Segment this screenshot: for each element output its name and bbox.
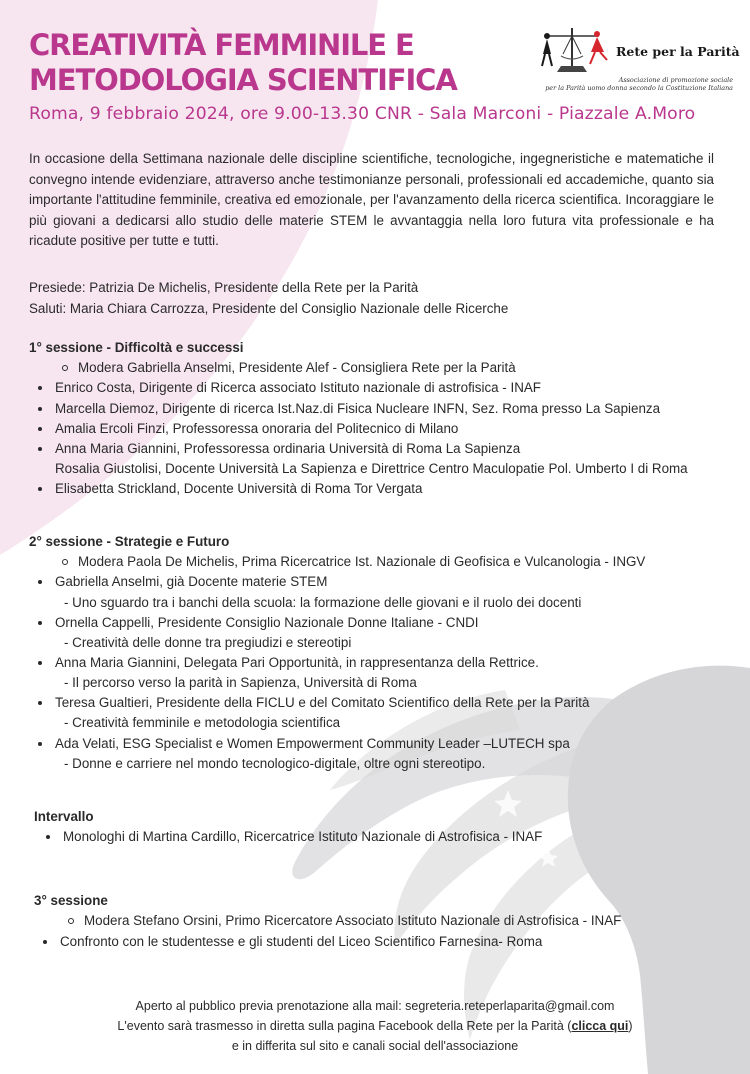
session-1-speaker: Amalia Ercoli Finzi, Professoressa onoraria del Politecnico di Milano xyxy=(55,419,458,439)
scales-of-justice-icon xyxy=(533,22,611,80)
session-2-speaker: Teresa Gualtieri, Presidente della FICLU e del Comitato Scientifico della Rete per la Parità xyxy=(55,693,589,713)
footer-booking-line: Aperto al pubblico previa prenotazione alla mail: segreteria.reteperlaparita@gmail.com xyxy=(135,999,615,1013)
session-1-speaker: Anna Maria Giannini, Professoressa ordinaria Università di Roma La Sapienza xyxy=(55,439,520,459)
footer-notes xyxy=(0,996,750,1056)
rete-per-la-parita-logo xyxy=(533,22,738,102)
session-3-moderator: Modera Stefano Orsini, Primo Ricercatore Associato Istituto Nazionale di Astrofisica - INAF xyxy=(84,911,621,931)
session-1-title: 1° sessione - Difficoltà e successi xyxy=(29,340,244,355)
session-2-speaker: Ornella Cappelli, Presidente Consiglio Nazionale Donne Italiane - CNDI xyxy=(55,613,479,633)
intro-paragraph: In occasione della Settimana nazionale delle discipline scientifiche, tecnologiche, ingegneristiche e matematiche il convegno intende evidenziare, attraverso anche testimonianze personali, professionali ed accademiche, quanto sia importante l'attitudine femminile, creativa ed emozionale, per l'avanzamento della ricerca scientifica. Incoraggiare le più giovani a dedicarsi allo studio delle materie STEM le avvantaggia nella loro futura vita professionale e ha ricadute positive per tutte e tutti. xyxy=(29,151,714,248)
session-2-speaker: Anna Maria Giannini, Delegata Pari Opportunità, in rappresentanza della Rettrice. xyxy=(55,653,539,673)
logo-tagline-line-1: Associazione di promozione sociale xyxy=(618,76,733,84)
title-line-2: METODOLOGIA SCIENTIFICA xyxy=(29,63,457,97)
intervallo-title: Intervallo xyxy=(34,809,94,824)
intervallo-item: Monologhi di Martina Cardillo, Ricercatrice Istituto Nazionale di Astrofisica - INAF xyxy=(63,827,542,847)
session-2-talk-title: - Uno sguardo tra i banchi della scuola: la formazione delle giovani e il ruolo dei docenti xyxy=(64,595,582,610)
session-2-moderator: Modera Paola De Michelis, Prima Ricercatrice Ist. Nazionale di Geofisica e Vulcanologia - INGV xyxy=(78,552,645,572)
session-2-talk-title: - Creatività delle donne tra pregiudizi e stereotipi xyxy=(64,635,352,650)
facebook-live-link[interactable]: clicca qui xyxy=(571,1019,629,1033)
session-1-speaker: Enrico Costa, Dirigente di Ricerca associato Istituto nazionale di astrofisica - INAF xyxy=(55,378,541,398)
session-1-speaker: Elisabetta Strickland, Docente Università di Roma Tor Vergata xyxy=(55,479,422,499)
footer-streaming-text: L'evento sarà trasmesso in diretta sulla pagina Facebook della Rete per la Parità ( xyxy=(117,1019,572,1033)
footer-streaming-close: ) xyxy=(628,1019,633,1033)
title-line-1: CREATIVITÀ FEMMINILE E xyxy=(29,28,414,62)
logo-name: Rete per la Parità xyxy=(616,44,740,59)
logo-tagline-line-2: per la Parità uomo donna secondo la Costituzione Italiana xyxy=(545,84,733,92)
session-1-speaker: Rosalia Giustolisi, Docente Università La Sapienza e Direttrice Centro Maculopatie Pol. Umberto I di Roma xyxy=(55,459,750,479)
saluti-line: Saluti: Maria Chiara Carrozza, Presidente del Consiglio Nazionale delle Ricerche xyxy=(29,300,509,316)
session-2-title: 2° sessione - Strategie e Futuro xyxy=(29,534,230,549)
session-1-moderator: Modera Gabriella Anselmi, Presidente Alef - Consigliera Rete per la Parità xyxy=(78,358,516,378)
session-1-speaker: Marcella Diemoz, Dirigente di ricerca Ist.Naz.di Fisica Nucleare INFN, Sez. Roma presso La Sapienza xyxy=(55,399,660,419)
logo-tagline xyxy=(537,76,733,92)
session-2-talk-title: - Creatività femminile e metodologia scientifica xyxy=(64,715,341,730)
session-2-speaker: Gabriella Anselmi, già Docente materie STEM xyxy=(55,572,327,592)
footer-streaming-line xyxy=(0,1016,750,1036)
page-title xyxy=(29,28,457,98)
presiede-line: Presiede: Patrizia De Michelis, Presidente della Rete per la Parità xyxy=(29,280,419,295)
session-2-talk-title: - Donne e carriere nel mondo tecnologico-digitale, oltre ogni stereotipo. xyxy=(64,756,486,771)
session-2-speaker: Ada Velati, ESG Specialist e Women Empowerment Community Leader –LUTECH spa xyxy=(55,734,570,754)
event-date-location: Roma, 9 febbraio 2024, ore 9.00-13.30 CNR - Sala Marconi - Piazzale A.Moro xyxy=(29,104,696,124)
session-3-item: Confronto con le studentesse e gli studenti del Liceo Scientifico Farnesina- Roma xyxy=(60,932,542,952)
session-3-title: 3° sessione xyxy=(34,893,108,908)
footer-replay-line: e in differita sul sito e canali social dell'associazione xyxy=(231,1039,519,1053)
chairs-block xyxy=(29,278,508,319)
session-2-talk-title: - Il percorso verso la parità in Sapienza, Università di Roma xyxy=(64,675,417,690)
